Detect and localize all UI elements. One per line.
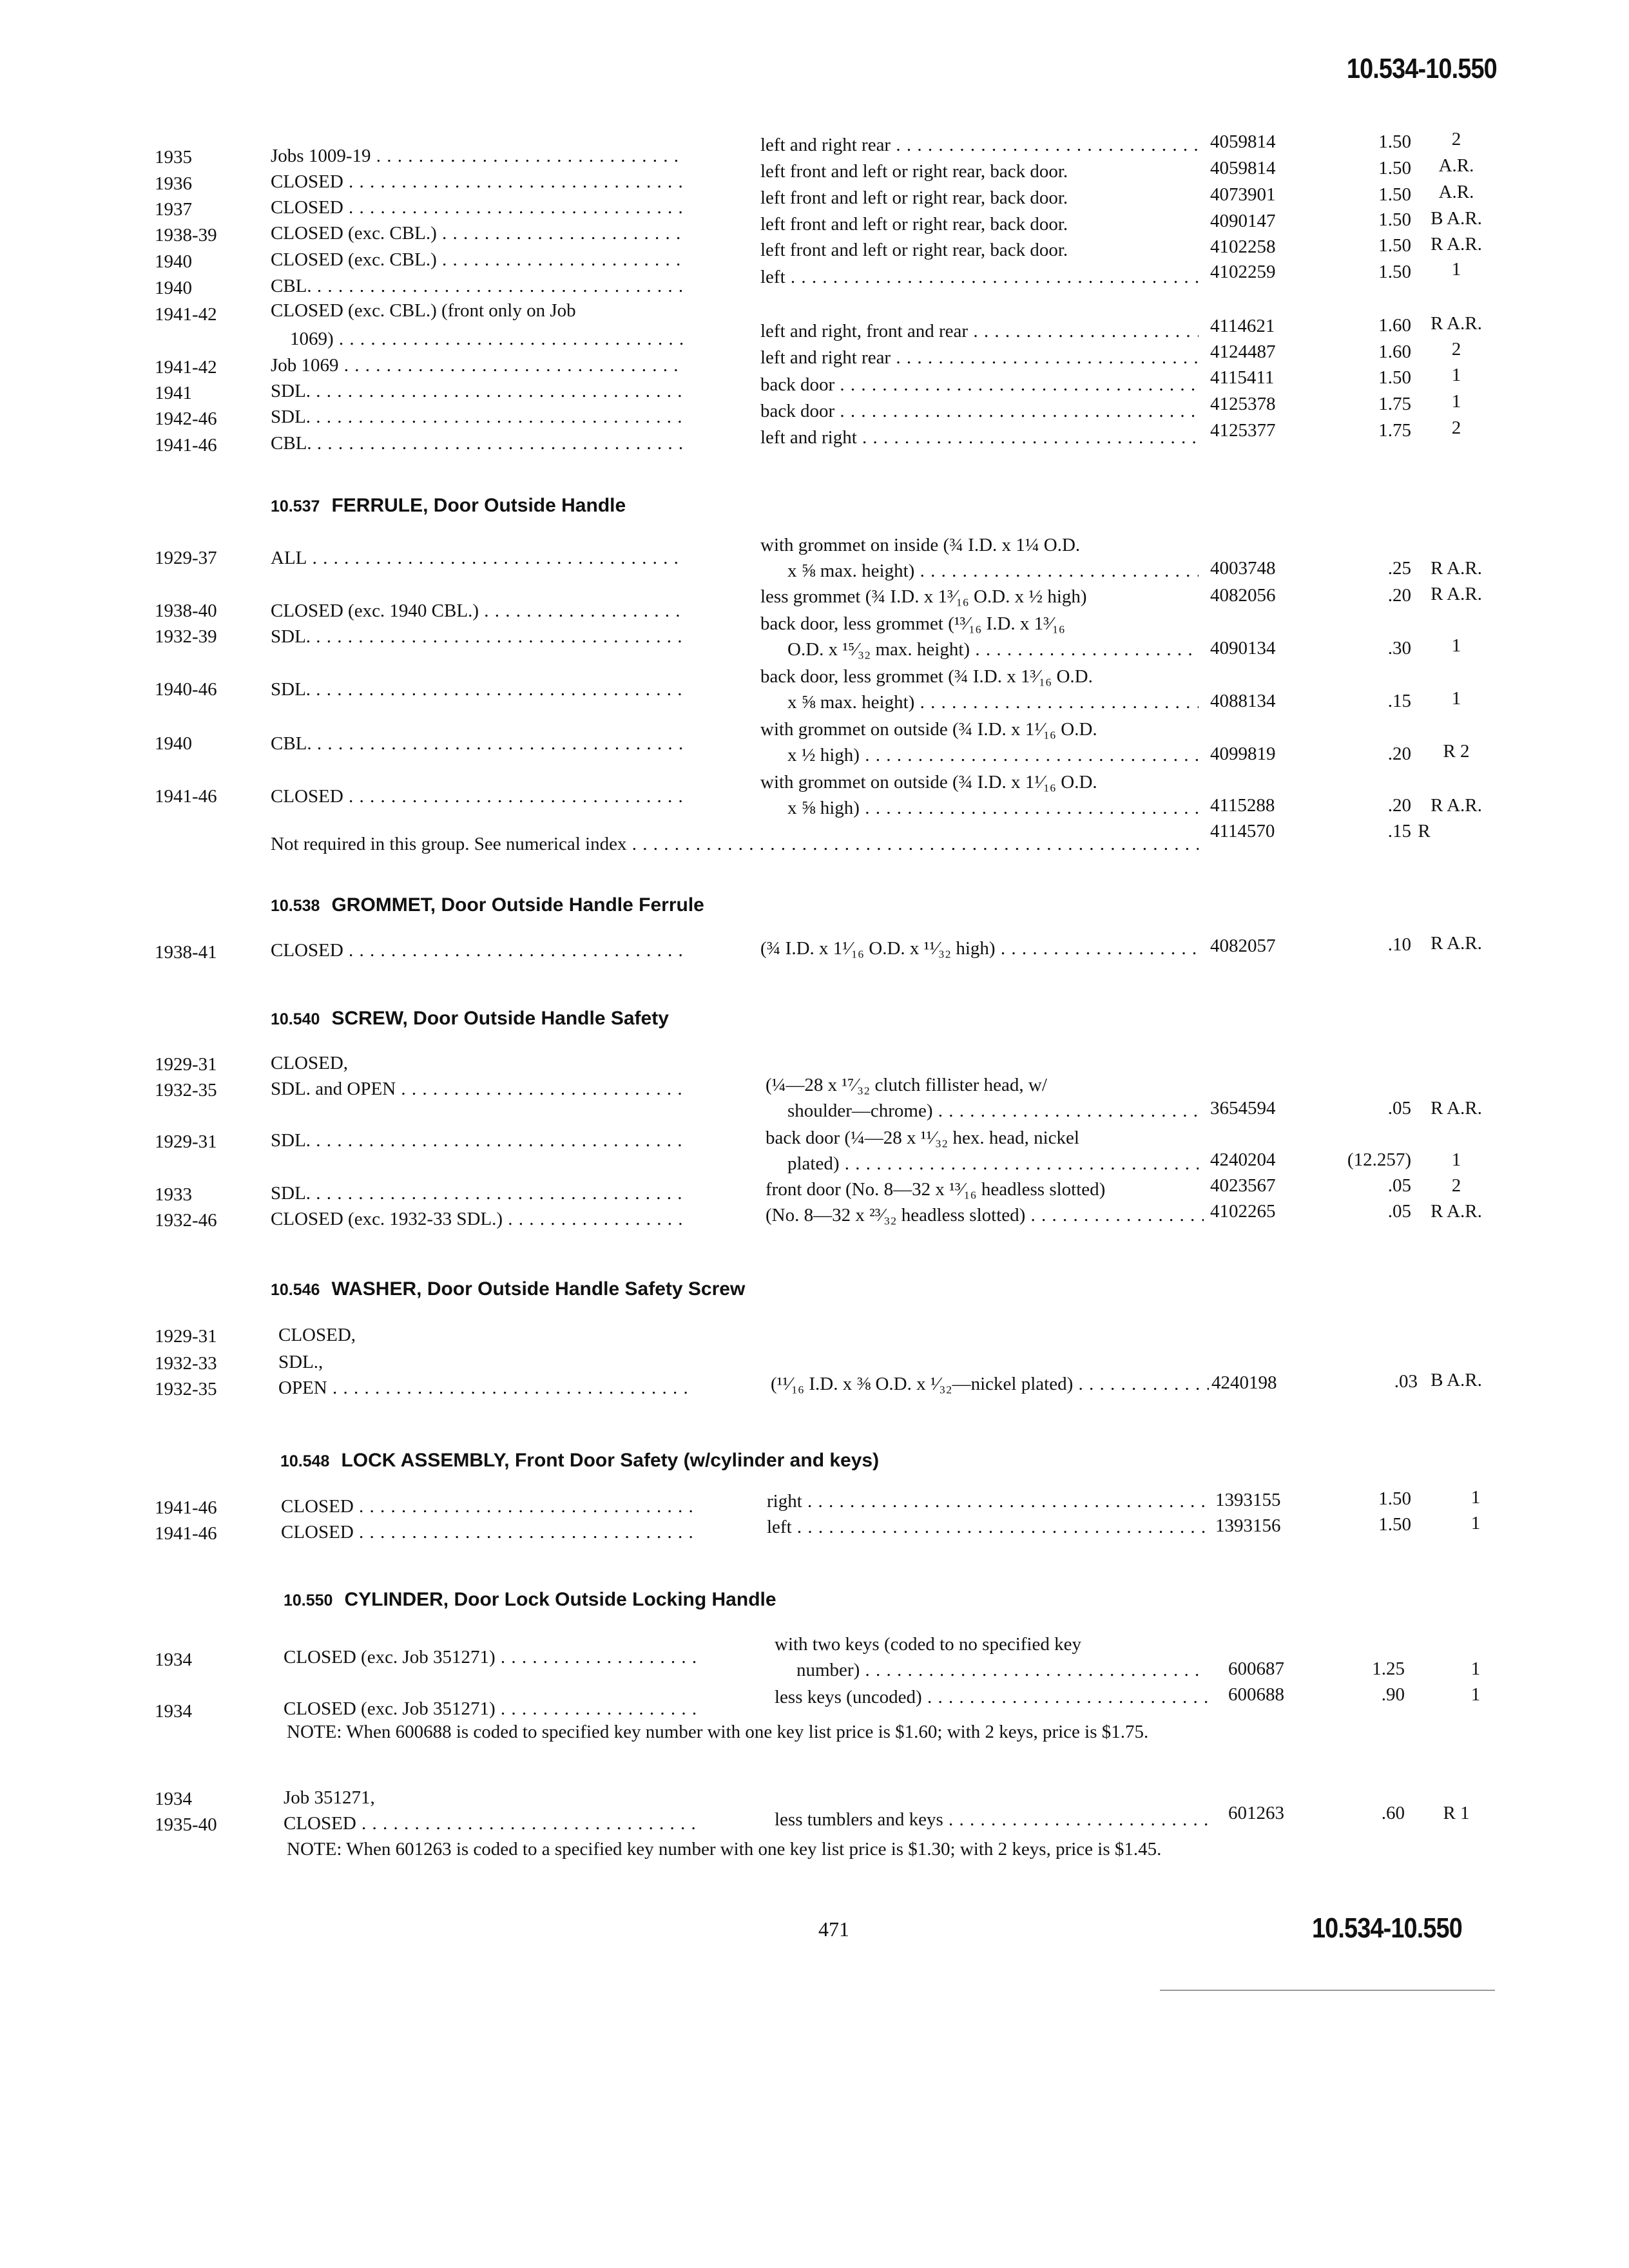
description: plated)	[787, 1153, 840, 1174]
price: .03	[1394, 1371, 1418, 1392]
quantity: 1	[1470, 1684, 1481, 1705]
section-heading-10-537: 10.537 FERRULE, Door Outside Handle	[271, 495, 626, 516]
part-number: 4073901	[1210, 184, 1276, 205]
quantity: 1	[1451, 391, 1461, 412]
price: 1.75	[1378, 420, 1411, 441]
description: back door, less grommet (¹³⁄₁₆ I.D. x 1³⁄₁₆	[760, 613, 1065, 634]
price: .20	[1387, 795, 1411, 816]
year: 1940-46	[155, 679, 217, 700]
part-number: 4088134	[1210, 691, 1276, 711]
price: 1.50	[1378, 1488, 1411, 1509]
year: 1929-31	[155, 1326, 217, 1347]
price: .30	[1387, 638, 1411, 658]
quantity: R A.R.	[1431, 1098, 1482, 1119]
part-number: 4082057	[1210, 936, 1276, 956]
page-range-header: 10.534-10.550	[1347, 53, 1497, 84]
section-heading-10-548: 10.548 LOCK ASSEMBLY, Front Door Safety (w/cylinder and keys)	[280, 1450, 880, 1471]
description: left and right rear	[760, 135, 891, 155]
part-number: 4240204	[1210, 1149, 1276, 1170]
model: Job 1069	[271, 355, 339, 376]
year: 1941-46	[155, 435, 217, 456]
part-number: 4124487	[1210, 341, 1276, 362]
year: 1932-39	[155, 626, 217, 647]
description: left front and left or right rear, back door.	[760, 187, 1068, 208]
model: SDL. and OPEN	[271, 1079, 396, 1099]
model: CLOSED (exc. 1940 CBL.)	[271, 601, 479, 621]
description: shoulder—chrome)	[787, 1100, 933, 1121]
model: SDL.	[271, 1183, 311, 1204]
part-number: 600687	[1228, 1658, 1284, 1679]
model: SDL.,	[278, 1352, 323, 1372]
quantity: R A.R.	[1431, 234, 1482, 255]
quantity: R A.R.	[1431, 584, 1482, 604]
part-number: 4114621	[1210, 316, 1275, 336]
year: 1941-42	[155, 304, 217, 325]
year: 1941-46	[155, 1523, 217, 1544]
price: 1.50	[1378, 131, 1411, 152]
model: SDL.	[271, 407, 311, 427]
price: 1.50	[1378, 262, 1411, 282]
year: 1929-31	[155, 1131, 217, 1152]
description: less grommet (¾ I.D. x 1³⁄₁₆ O.D. x ½ high)	[760, 586, 1087, 607]
note: NOTE: When 601263 is coded to a specified key number with one key list price is $1.30; with 2 keys, price is $1.45.	[287, 1839, 1162, 1860]
description: left	[760, 267, 786, 287]
part-number: 4102259	[1210, 262, 1276, 282]
year: 1935	[155, 147, 192, 168]
description: O.D. x ¹⁵⁄₃₂ max. height)	[787, 639, 970, 660]
model: CLOSED	[281, 1496, 354, 1517]
price: 1.25	[1372, 1658, 1405, 1679]
part-number: 4240198	[1211, 1372, 1277, 1393]
part-number: 4102258	[1210, 236, 1276, 257]
model: ALL	[271, 548, 307, 568]
model: CLOSED (exc. Job 351271)	[284, 1698, 496, 1719]
year: 1937	[155, 199, 192, 220]
model: CBL.	[271, 276, 312, 296]
year: 1940	[155, 278, 192, 298]
price: .90	[1381, 1684, 1405, 1705]
quantity: 1	[1451, 688, 1461, 709]
model: CLOSED (exc. 1932-33 SDL.)	[271, 1209, 503, 1229]
model: CLOSED (exc. CBL.)	[271, 249, 437, 270]
part-number: 4114570	[1210, 821, 1275, 841]
quantity: B A.R.	[1431, 1370, 1482, 1390]
price: 1.50	[1378, 158, 1411, 178]
page-number: 471	[818, 1917, 849, 1941]
model: CLOSED	[271, 197, 343, 218]
year: 1932-35	[155, 1379, 217, 1399]
year: 1935-40	[155, 1814, 217, 1835]
model: CBL.	[271, 433, 312, 454]
year: 1934	[155, 1649, 192, 1670]
section-heading-10-546: 10.546 WASHER, Door Outside Handle Safety Screw	[271, 1278, 746, 1300]
part-number: 4115288	[1210, 795, 1275, 816]
year: 1942-46	[155, 408, 217, 429]
price: .20	[1387, 585, 1411, 606]
year: 1941	[155, 383, 192, 403]
quantity: 1	[1470, 1658, 1481, 1679]
price: 1.50	[1378, 209, 1411, 230]
year: 1940	[155, 251, 192, 272]
price: 1.50	[1378, 1514, 1411, 1535]
description: less tumblers and keys	[775, 1809, 943, 1830]
part-number: 4125377	[1210, 420, 1276, 441]
model: CLOSED (exc. CBL.)	[271, 223, 437, 244]
description: with grommet on outside (¾ I.D. x 1¹⁄₁₆ O.D.	[760, 719, 1097, 740]
price: 1.60	[1378, 315, 1411, 336]
part-number: 4023567	[1210, 1175, 1276, 1196]
year: 1929-31	[155, 1054, 217, 1075]
description: x ⅝ high)	[787, 798, 860, 818]
description: number)	[796, 1660, 860, 1680]
year: 1933	[155, 1184, 192, 1205]
description: x ½ high)	[787, 745, 860, 765]
part-number: 4090147	[1210, 211, 1276, 231]
price: 1.50	[1378, 367, 1411, 388]
model: SDL.	[271, 381, 311, 401]
quantity: 2	[1451, 129, 1461, 149]
quantity: A.R.	[1438, 182, 1474, 202]
part-number: 1393156	[1215, 1515, 1281, 1536]
quantity: R 1	[1443, 1803, 1470, 1823]
price: .15	[1387, 821, 1411, 841]
part-number: 4115411	[1210, 367, 1275, 388]
description: x ⅝ max. height)	[787, 692, 915, 713]
quantity: 1	[1451, 635, 1461, 656]
quantity: R	[1418, 821, 1431, 841]
description: with grommet on inside (¾ I.D. x 1¼ O.D.	[760, 535, 1081, 555]
quantity: 1	[1451, 259, 1461, 280]
part-number: 601263	[1228, 1803, 1284, 1823]
year: 1938-39	[155, 225, 217, 245]
price: (12.257)	[1347, 1149, 1411, 1170]
quantity: 1	[1451, 365, 1461, 385]
model: SDL.	[271, 1130, 311, 1151]
part-number: 4082056	[1210, 585, 1276, 606]
section-heading-10-538: 10.538 GROMMET, Door Outside Handle Ferrule	[271, 894, 704, 916]
description: (¼—28 x ¹⁷⁄₃₂ clutch fillister head, w/	[766, 1075, 1047, 1095]
year: 1941-46	[155, 1497, 217, 1518]
price: .10	[1387, 934, 1411, 955]
year: 1932-35	[155, 1080, 217, 1100]
year: 1934	[155, 1789, 192, 1809]
quantity: R A.R.	[1431, 795, 1482, 816]
quantity: 1	[1451, 1149, 1461, 1170]
model: CLOSED	[271, 171, 343, 192]
section-heading-10-550: 10.550 CYLINDER, Door Lock Outside Locking Handle	[284, 1589, 776, 1610]
model: CLOSED	[271, 940, 343, 961]
description: (No. 8—32 x ²³⁄₃₂ headless slotted)	[766, 1205, 1026, 1225]
model: 1069)	[290, 329, 334, 349]
quantity: 2	[1451, 418, 1461, 438]
page-range-footer: 10.534-10.550	[1312, 1912, 1462, 1944]
part-number: 4125378	[1210, 394, 1276, 414]
part-number: 3654594	[1210, 1098, 1276, 1119]
description: left and right rear	[760, 347, 891, 368]
description: left and right, front and rear	[760, 321, 969, 341]
price: .05	[1387, 1201, 1411, 1222]
part-number: 4090134	[1210, 638, 1276, 658]
part-number: 4003748	[1210, 558, 1276, 579]
description: left front and left or right rear, back door.	[760, 214, 1068, 235]
model: CLOSED (exc. CBL.) (front only on Job	[271, 300, 576, 321]
model: OPEN	[278, 1378, 327, 1398]
description: back door	[760, 401, 835, 421]
year: 1938-41	[155, 942, 217, 963]
quantity: 2	[1451, 1175, 1461, 1196]
year: 1932-33	[155, 1353, 217, 1374]
section-heading-10-540: 10.540 SCREW, Door Outside Handle Safety	[271, 1008, 669, 1029]
part-number: 600688	[1228, 1684, 1284, 1705]
description: left front and left or right rear, back door.	[760, 240, 1068, 260]
model: Jobs 1009-19	[271, 146, 371, 166]
model: CLOSED	[271, 786, 343, 807]
year: 1940	[155, 733, 192, 754]
part-number: 4099819	[1210, 744, 1276, 764]
model: CLOSED,	[271, 1053, 349, 1073]
year: 1932-46	[155, 1210, 217, 1231]
model: CLOSED (exc. Job 351271)	[284, 1647, 496, 1667]
quantity: 2	[1451, 339, 1461, 360]
quantity: B A.R.	[1431, 208, 1482, 229]
quantity: 1	[1470, 1487, 1481, 1508]
not-required-note: Not required in this group. See numerical index	[271, 834, 627, 854]
year: 1938-40	[155, 601, 217, 621]
quantity: R A.R.	[1431, 933, 1482, 954]
year: 1941-42	[155, 357, 217, 378]
year: 1941-46	[155, 786, 217, 807]
price: .25	[1387, 558, 1411, 579]
part-number: 4059814	[1210, 158, 1276, 178]
price: 1.60	[1378, 341, 1411, 362]
description: (¹¹⁄₁₆ I.D. x ⅜ O.D. x ¹⁄₃₂—nickel plated)	[771, 1374, 1074, 1394]
price: 1.50	[1378, 235, 1411, 256]
price: 1.50	[1378, 184, 1411, 205]
description: with two keys (coded to no specified key	[775, 1634, 1081, 1655]
description: left	[767, 1517, 792, 1537]
quantity: R 2	[1443, 741, 1470, 762]
price: .60	[1381, 1803, 1405, 1823]
scan-rule	[1160, 1990, 1495, 1991]
model: CLOSED,	[278, 1325, 356, 1345]
price: .20	[1387, 744, 1411, 764]
model: SDL.	[271, 679, 311, 700]
quantity: R A.R.	[1431, 1201, 1482, 1222]
quantity: 1	[1470, 1513, 1481, 1533]
price: .15	[1387, 691, 1411, 711]
year: 1934	[155, 1701, 192, 1722]
model: Job 351271,	[284, 1787, 375, 1808]
quantity: R A.R.	[1431, 558, 1482, 579]
description: right	[767, 1491, 802, 1512]
model: CLOSED	[281, 1522, 354, 1542]
description: less keys (uncoded)	[775, 1687, 922, 1707]
price: .05	[1387, 1175, 1411, 1196]
model: CBL.	[271, 733, 312, 754]
quantity: R A.R.	[1431, 313, 1482, 334]
year: 1936	[155, 173, 192, 194]
description: (¾ I.D. x 1¹⁄₁₆ O.D. x ¹¹⁄₃₂ high)	[760, 938, 996, 959]
description: left and right	[760, 427, 857, 448]
price: 1.75	[1378, 394, 1411, 414]
part-number: 1393155	[1215, 1490, 1281, 1510]
description: with grommet on outside (¾ I.D. x 1¹⁄₁₆ O.D.	[760, 772, 1097, 793]
description: back door (¼—28 x ¹¹⁄₃₂ hex. head, nickel	[766, 1128, 1079, 1148]
description: x ⅝ max. height)	[787, 561, 915, 581]
note: NOTE: When 600688 is coded to specified key number with one key list price is $1.60; with 2 keys, price is $1.75.	[287, 1722, 1149, 1742]
model: CLOSED	[284, 1813, 356, 1834]
description: left front and left or right rear, back door.	[760, 161, 1068, 182]
price: .05	[1387, 1098, 1411, 1119]
year: 1929-37	[155, 548, 217, 568]
part-number: 4102265	[1210, 1201, 1276, 1222]
description: back door, less grommet (¾ I.D. x 1³⁄₁₆ O.D.	[760, 666, 1093, 687]
quantity: A.R.	[1438, 155, 1474, 176]
description: back door	[760, 374, 835, 395]
part-number: 4059814	[1210, 131, 1276, 152]
description: front door (No. 8—32 x ¹³⁄₁₆ headless slotted)	[766, 1179, 1106, 1200]
model: SDL.	[271, 626, 311, 647]
